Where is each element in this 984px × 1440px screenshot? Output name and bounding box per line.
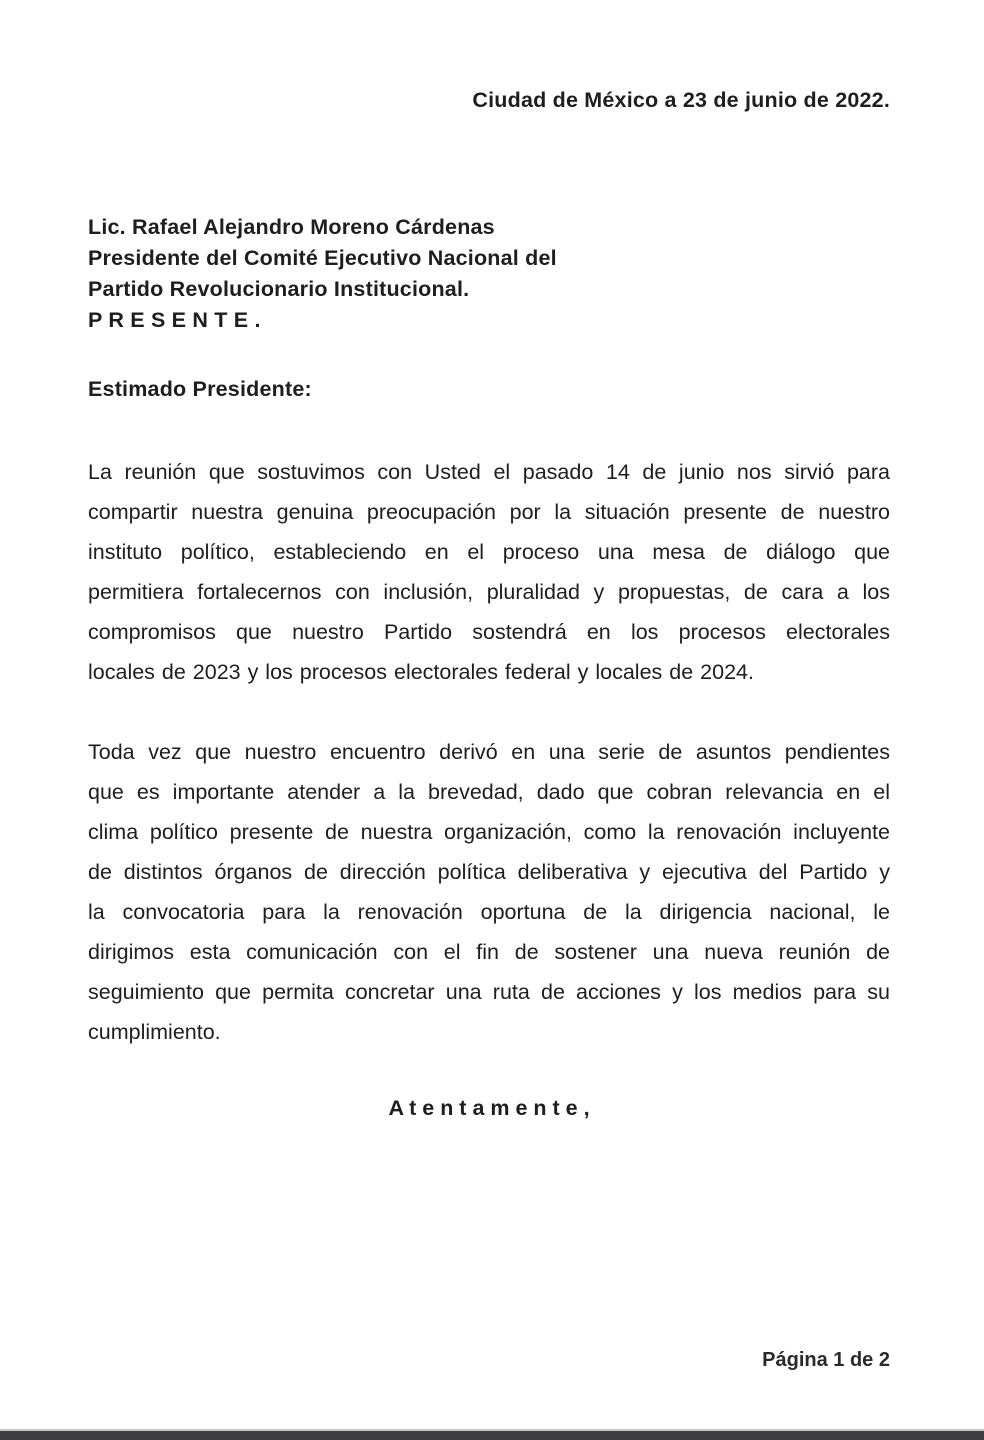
text-line: compromisos que nuestro Partido sostendrá en los procesos electorales bbox=[88, 620, 890, 644]
closing-line: A t e n t a m e n t e , bbox=[388, 1096, 590, 1120]
text-line: instituto político, estableciendo en el proceso una mesa de diálogo que bbox=[88, 540, 890, 564]
text-line: seguimiento que permita concretar una ruta de acciones y los medios para su bbox=[88, 980, 890, 1004]
text-line: compartir nuestra genuina preocupación por la situación presente de nuestro bbox=[88, 500, 890, 524]
text-line: clima político presente de nuestra organización, como la renovación incluyente bbox=[88, 820, 890, 844]
date-line: Ciudad de México a 23 de junio de 2022. bbox=[472, 88, 890, 112]
text-line: Partido Revolucionario Institucional. bbox=[88, 277, 470, 301]
page-bottom-edge bbox=[0, 1429, 984, 1440]
paragraph-2 bbox=[88, 732, 890, 1052]
text-line: de distintos órganos de dirección política deliberativa y ejecutiva del Partido y bbox=[88, 860, 890, 884]
text-line: La reunión que sostuvimos con Usted el pasado 14 de junio nos sirvió para bbox=[88, 460, 890, 484]
text-line: cumplimiento. bbox=[88, 1020, 221, 1044]
text-line: la convocatoria para la renovación oportuna de la dirigencia nacional, le bbox=[88, 900, 890, 924]
text-line: que es importante atender a la brevedad, dado que cobran relevancia en el bbox=[88, 780, 890, 804]
text-line: Presidente del Comité Ejecutivo Nacional del bbox=[88, 246, 557, 270]
salutation: Estimado Presidente: bbox=[88, 377, 312, 401]
text-line: P R E S E N T E . bbox=[88, 308, 261, 332]
paragraph-1 bbox=[88, 452, 890, 692]
page-number-label: Página 1 de 2 bbox=[762, 1349, 890, 1371]
text-line: Toda vez que nuestro encuentro derivó en una serie de asuntos pendientes bbox=[88, 740, 890, 764]
recipient-block bbox=[88, 212, 890, 336]
text-line: permitiera fortalecernos con inclusión, pluralidad y propuestas, de cara a los bbox=[88, 580, 890, 604]
text-line: locales de 2023 y los procesos electorales federal y locales de 2024. bbox=[88, 660, 754, 684]
text-line: Lic. Rafael Alejandro Moreno Cárdenas bbox=[88, 215, 495, 239]
text-line: dirigimos esta comunicación con el fin de sostener una nueva reunión de bbox=[88, 940, 890, 964]
